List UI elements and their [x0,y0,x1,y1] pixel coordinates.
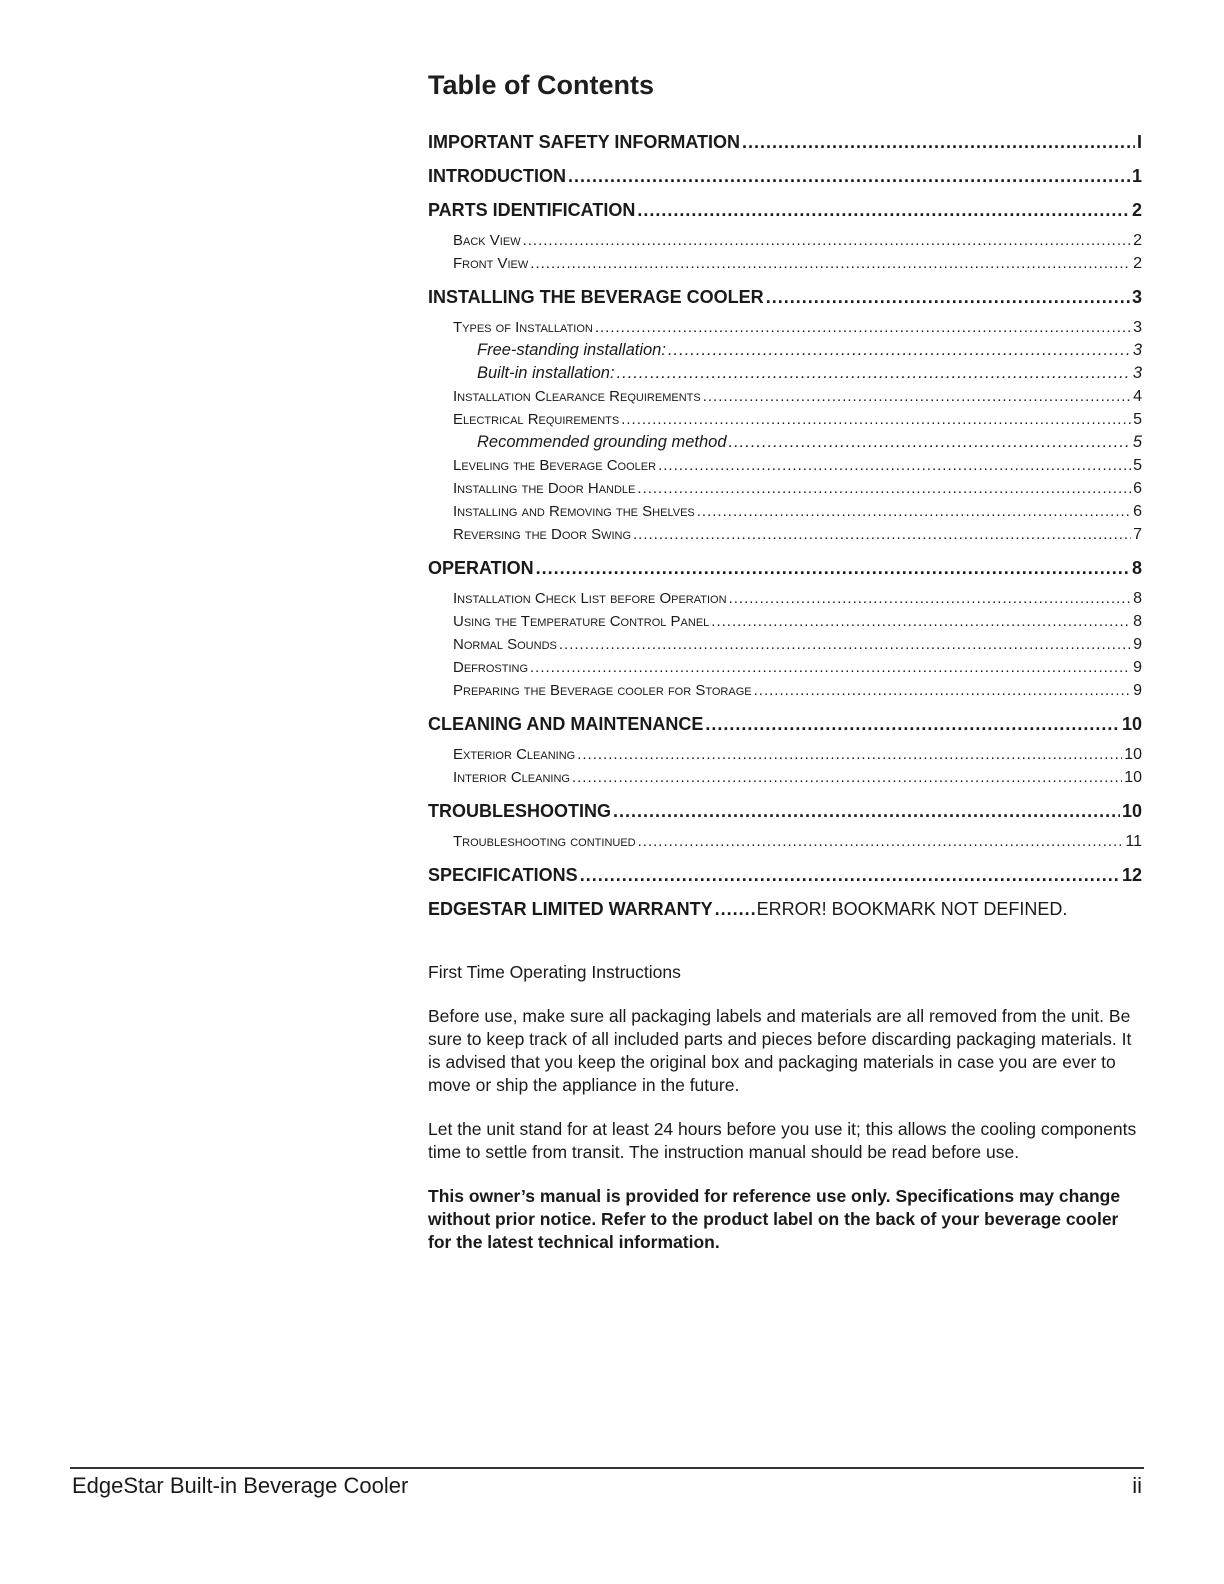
toc-entry-page: 3 [1131,287,1142,307]
toc-leader-dots [621,408,1131,431]
toc-entry[interactable] [428,454,1142,477]
toc-entry-title: SPECIFICATIONS [428,865,578,885]
toc-entry-page: 5 [1133,411,1142,428]
toc-entry-title: Troubleshooting continued [453,833,636,850]
toc-entry[interactable] [428,766,1142,789]
toc-entry[interactable] [428,252,1142,275]
toc-entry-page: 5 [1133,457,1142,474]
toc-entry-page: 10 [1124,746,1142,763]
toc-leader-dots [580,864,1120,887]
toc-leader-dots [595,316,1131,339]
toc-entry-page: I [1136,132,1142,152]
toc-leader-dots [530,656,1131,679]
toc-entry[interactable] [428,743,1142,766]
toc-entry-page: 10 [1124,769,1142,786]
toc-leader-dots [766,286,1130,309]
toc-leader-dots [633,523,1131,546]
toc-entry-page: 9 [1133,682,1142,699]
toc-entry[interactable] [428,864,1142,887]
toc-entry[interactable] [428,431,1142,454]
toc-entry-page: ERROR! BOOKMARK NOT DEFINED. [756,899,1068,919]
toc-entry-title: OPERATION [428,558,534,578]
toc-entry-title: Preparing the Beverage cooler for Storage [453,682,752,699]
toc-leader-dots [754,679,1131,702]
toc-entry-title: Electrical Requirements [453,411,620,428]
toc-entry-title: Free-standing installation: [477,341,666,359]
toc-entry-page: 5 [1132,433,1142,451]
toc-entry-page: 10 [1121,801,1142,821]
toc-entry-page: 2 [1131,200,1142,220]
toc-entry[interactable] [428,898,1142,921]
instructions-heading: First Time Operating Instructions [428,962,681,982]
toc-entry-title: Installation Clearance Requirements [453,388,701,405]
toc-entry[interactable] [428,610,1142,633]
toc-entry-title: Leveling the Beverage Cooler [453,457,657,474]
toc-leader-dots [697,500,1131,523]
toc-entry[interactable] [428,679,1142,702]
toc-entry[interactable] [428,286,1142,309]
toc-entry[interactable] [428,316,1142,339]
toc-leader-dots [530,252,1131,275]
toc-entry[interactable] [428,523,1142,546]
toc-entry-title: Interior Cleaning [453,769,570,786]
toc-entry[interactable] [428,229,1142,252]
toc-leader-dots [705,713,1120,736]
toc-leader-dots [715,898,755,921]
toc-leader-dots [577,743,1122,766]
toc-leader-dots [637,199,1130,222]
toc-entry-title: CLEANING AND MAINTENANCE [428,714,704,734]
toc-leader-dots [559,633,1131,656]
toc-entry[interactable] [428,656,1142,679]
toc-leader-dots [729,431,1131,454]
toc-entry-title: Built-in installation: [477,364,615,382]
toc-entry[interactable] [428,199,1142,222]
toc-leader-dots [711,610,1131,633]
page-content [428,70,1142,1254]
toc-entry-page: 6 [1133,503,1142,520]
toc-entry-title: Reversing the Door Swing [453,526,632,543]
toc-entry-page: 6 [1133,480,1142,497]
toc-entry[interactable] [428,713,1142,736]
toc-entry-title: INSTALLING THE BEVERAGE COOLER [428,287,764,307]
toc-leader-dots [658,454,1131,477]
toc-leader-dots [668,339,1131,362]
instructions-paragraph-1: Before use, make sure all packaging labels and materials are all removed from the unit. Be sure to keep track of all included parts and pieces before discarding packaging materials. It is advised that you keep the original box and packaging materials in case you are ever to move or ship the appliance in the future. [428,1006,1132,1095]
disclaimer-notice: This owner’s manual is provided for reference use only. Specifications may change without prior notice. Refer to the product label on the back of your beverage cooler for the latest technical information. [428,1186,1121,1252]
toc-leader-dots [637,477,1131,500]
toc-entry-title: Defrosting [453,659,529,676]
toc-entry-title: Recommended grounding method [477,433,727,451]
toc-entry-page: 3 [1133,319,1142,336]
toc-entry[interactable] [428,131,1142,154]
toc-entry-page: 2 [1133,232,1142,249]
toc-leader-dots [703,385,1131,408]
footer-page-number: ii [1132,1473,1142,1498]
toc-entry-page: 9 [1133,636,1142,653]
toc-title: Table of Contents [428,70,654,100]
instructions-paragraph-2: Let the unit stand for at least 24 hours before you use it; this allows the cooling components time to settle from transit. The instruction manual should be read before use. [428,1119,1137,1162]
toc-entry-title: Using the Temperature Control Panel [453,613,710,630]
toc-entry[interactable] [428,408,1142,431]
toc-entry[interactable] [428,557,1142,580]
toc-entry[interactable] [428,165,1142,188]
toc-entry-title: Normal Sounds [453,636,557,653]
toc-entry-title: EDGESTAR LIMITED WARRANTY [428,899,713,919]
footer-product-name: EdgeStar Built-in Beverage Cooler [72,1473,409,1498]
toc-entry-page: 9 [1133,659,1142,676]
toc-entry-page: 10 [1121,714,1142,734]
toc-entry[interactable] [428,587,1142,610]
toc-leader-dots [572,766,1122,789]
toc-entry-page: 8 [1131,558,1142,578]
toc-leader-dots [729,587,1132,610]
toc-entry[interactable] [428,633,1142,656]
toc-leader-dots [617,362,1131,385]
toc-entry[interactable] [428,800,1142,823]
footer-divider [70,1467,1144,1469]
toc-entry[interactable] [428,385,1142,408]
toc-entry-title: Types of Installation [453,319,593,336]
toc-entry-title: Installing and Removing the Shelves [453,503,695,520]
toc-entry-page: 3 [1132,341,1142,359]
toc-entry-title: Back View [453,232,521,249]
toc-leader-dots [523,229,1132,252]
toc-entry-title: Exterior Cleaning [453,746,576,763]
toc-entry-page: 8 [1133,613,1142,630]
toc-entry-page: 1 [1131,166,1142,186]
toc-entry[interactable] [428,339,1142,362]
toc-entry[interactable] [428,362,1142,385]
toc-entry-title: Front View [453,255,529,272]
toc-entry-page: 2 [1133,255,1142,272]
toc-leader-dots [536,557,1130,580]
toc-entry-page: 4 [1133,388,1142,405]
toc-entry-title: TROUBLESHOOTING [428,801,611,821]
toc-entry-page: 8 [1133,590,1142,607]
toc-entry-title: PARTS IDENTIFICATION [428,200,636,220]
toc-entry[interactable] [428,830,1142,853]
toc-entry-page: 7 [1133,526,1142,543]
toc-leader-dots [613,800,1120,823]
toc-entry[interactable] [428,500,1142,523]
toc-entry-page: 3 [1132,364,1142,382]
toc-list [428,131,1142,921]
toc-entry-page: 12 [1121,865,1142,885]
toc-entry-title: Installation Check List before Operation [453,590,727,607]
toc-entry[interactable] [428,477,1142,500]
toc-entry-title: Installing the Door Handle [453,480,636,497]
toc-entry-title: INTRODUCTION [428,166,566,186]
toc-leader-dots [742,131,1135,154]
toc-leader-dots [638,830,1124,853]
toc-entry-title: IMPORTANT SAFETY INFORMATION [428,132,740,152]
toc-leader-dots [568,165,1130,188]
toc-entry-page: 11 [1125,833,1142,850]
